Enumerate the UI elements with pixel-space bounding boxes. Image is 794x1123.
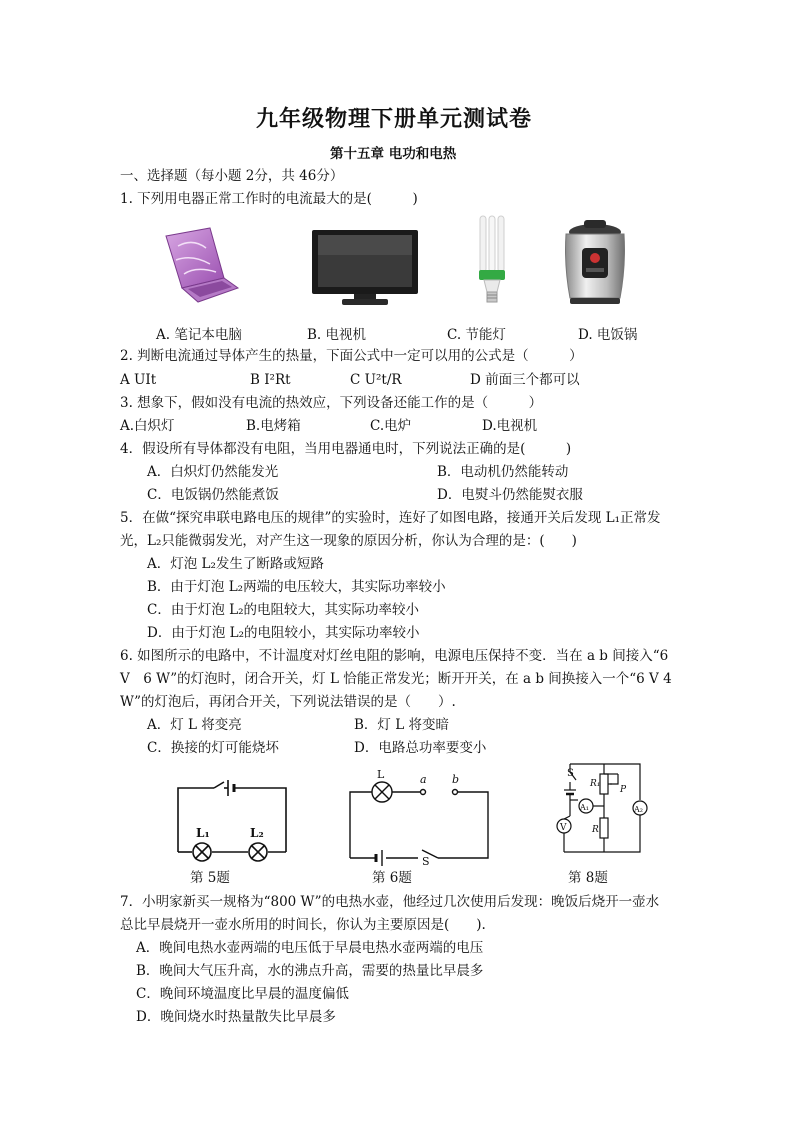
q5-stem-line2: 光，L₂只能微弱发光，对产生这一现象的原因分析，你认为合理的是：( ) <box>120 533 577 549</box>
fig6-label-a: a <box>420 773 427 786</box>
q6-option-d: D．电路总功率要变小 <box>354 740 487 756</box>
fig8-label-s: S <box>567 768 574 779</box>
chapter-subtitle: 第十五章 电功和电热 <box>330 146 457 162</box>
q6-option-a: A．灯 L 将变亮 <box>147 717 242 733</box>
laptop-image <box>158 226 240 306</box>
q5-option-a: A．灯泡 L₂发生了断路或短路 <box>147 556 324 572</box>
section-heading: 一、选择题（每小题 2分，共 46分） <box>120 168 344 184</box>
figure-6-caption: 第 6题 <box>372 870 412 886</box>
fig8-label-r: R <box>592 825 599 835</box>
fig8-label-a1: A₁ <box>580 803 589 812</box>
q2-option-b: B I²Rt <box>250 372 291 388</box>
q4-stem: 4．假设所有导体都没有电阻，当用电器通电时，下列说法正确的是( ) <box>120 441 572 457</box>
energy-saving-lamp-image <box>476 214 508 306</box>
q1-option-a: A. 笔记本电脑 <box>156 327 242 343</box>
q5-option-c: C．由于灯泡 L₂的电阻较大，其实际功率较小 <box>147 602 419 618</box>
q7-stem-line2: 总比早晨烧开一壶水所用的时间长，你认为主要原因是( ). <box>120 917 486 933</box>
q6-stem-line2: V 6 W”的灯泡时，闭合开关，灯 L 恰能正常发光；断开开关，在 a b 间换接入一个“6 V 4 <box>120 671 672 687</box>
figure-8-circuit <box>552 760 652 864</box>
q2-option-d: D 前面三个都可以 <box>470 372 580 388</box>
fig8-label-p: P <box>620 785 627 795</box>
figure-5-caption: 第 5题 <box>190 870 230 886</box>
q5-option-d: D．由于灯泡 L₂的电阻较小，其实际功率较小 <box>147 625 420 641</box>
q5-stem-line1: 5．在做“探究串联电路电压的规律”的实验时，连好了如图电路，接通开关后发现 L₁正常发 <box>120 510 661 526</box>
fig6-label-b: b <box>452 773 460 786</box>
q7-option-b: B．晚间大气压升高，水的沸点升高，需要的热量比早晨多 <box>136 963 484 979</box>
figure-8-caption: 第 8题 <box>568 870 608 886</box>
q1-option-c: C. 节能灯 <box>447 327 506 343</box>
q1-stem: 1. 下列用电器正常工作时的电流最大的是( ) <box>120 191 418 207</box>
figure-6-circuit <box>346 770 494 866</box>
fig6-label-l: L <box>377 770 385 781</box>
q4-option-a: A．白炽灯仍然能发光 <box>147 464 279 480</box>
q7-option-c: C．晚间环境温度比早晨的温度偏低 <box>136 986 349 1002</box>
fig8-label-a2: A₂ <box>634 805 643 814</box>
q1-option-b: B. 电视机 <box>307 327 367 343</box>
q2-stem: 2. 判断电流通过导体产生的热量，下面公式中一定可以用的公式是（ ） <box>120 348 583 364</box>
fig5-label-l2: L₂ <box>250 826 264 840</box>
q3-option-a: A.白炽灯 <box>120 418 175 434</box>
q6-stem-line1: 6. 如图所示的电路中，不计温度对灯丝电阻的影响，电源电压保持不变．当在 a b 间接入“6 <box>120 648 669 664</box>
q3-option-d: D.电视机 <box>482 418 538 434</box>
page-title: 九年级物理下册单元测试卷 <box>256 106 533 132</box>
fig5-label-l1: L₁ <box>196 826 210 840</box>
q7-option-d: D．晚间烧水时热量散失比早晨多 <box>136 1009 336 1025</box>
rice-cooker-image <box>560 218 630 308</box>
q3-stem: 3. 想象下，假如没有电流的热效应，下列设备还能工作的是（ ） <box>120 395 543 411</box>
q5-option-b: B．由于灯泡 L₂两端的电压较大，其实际功率较小 <box>147 579 446 595</box>
q2-option-c: C U²t/R <box>350 372 402 388</box>
q3-option-c: C.电炉 <box>370 418 412 434</box>
fig8-label-v: V <box>560 823 567 833</box>
fig8-label-r1: R₁ <box>590 779 601 789</box>
q6-option-c: C．换接的灯可能烧坏 <box>147 740 279 756</box>
television-image <box>310 226 420 308</box>
fig6-label-s: S <box>422 855 430 866</box>
q2-option-a: A UIt <box>120 372 157 388</box>
q4-option-d: D．电熨斗仍然能熨衣服 <box>437 487 583 503</box>
q3-option-b: B.电烤箱 <box>246 418 301 434</box>
q7-option-a: A．晚间电热水壶两端的电压低于早晨电热水壶两端的电压 <box>136 940 484 956</box>
q4-option-b: B．电动机仍然能转动 <box>437 464 569 480</box>
figure-5-circuit <box>170 774 294 864</box>
q1-option-d: D. 电饭锅 <box>578 327 638 343</box>
q6-option-b: B．灯 L 将变暗 <box>354 717 449 733</box>
q4-option-c: C．电饭锅仍然能煮饭 <box>147 487 279 503</box>
q6-stem-line3: W”的灯泡后，再闭合开关，下列说法错误的是（ ）. <box>120 694 456 710</box>
q7-stem-line1: 7．小明家新买一规格为“800 W”的电热水壶，他经过几次使用后发现：晚饭后烧开一壶水 <box>120 894 660 910</box>
